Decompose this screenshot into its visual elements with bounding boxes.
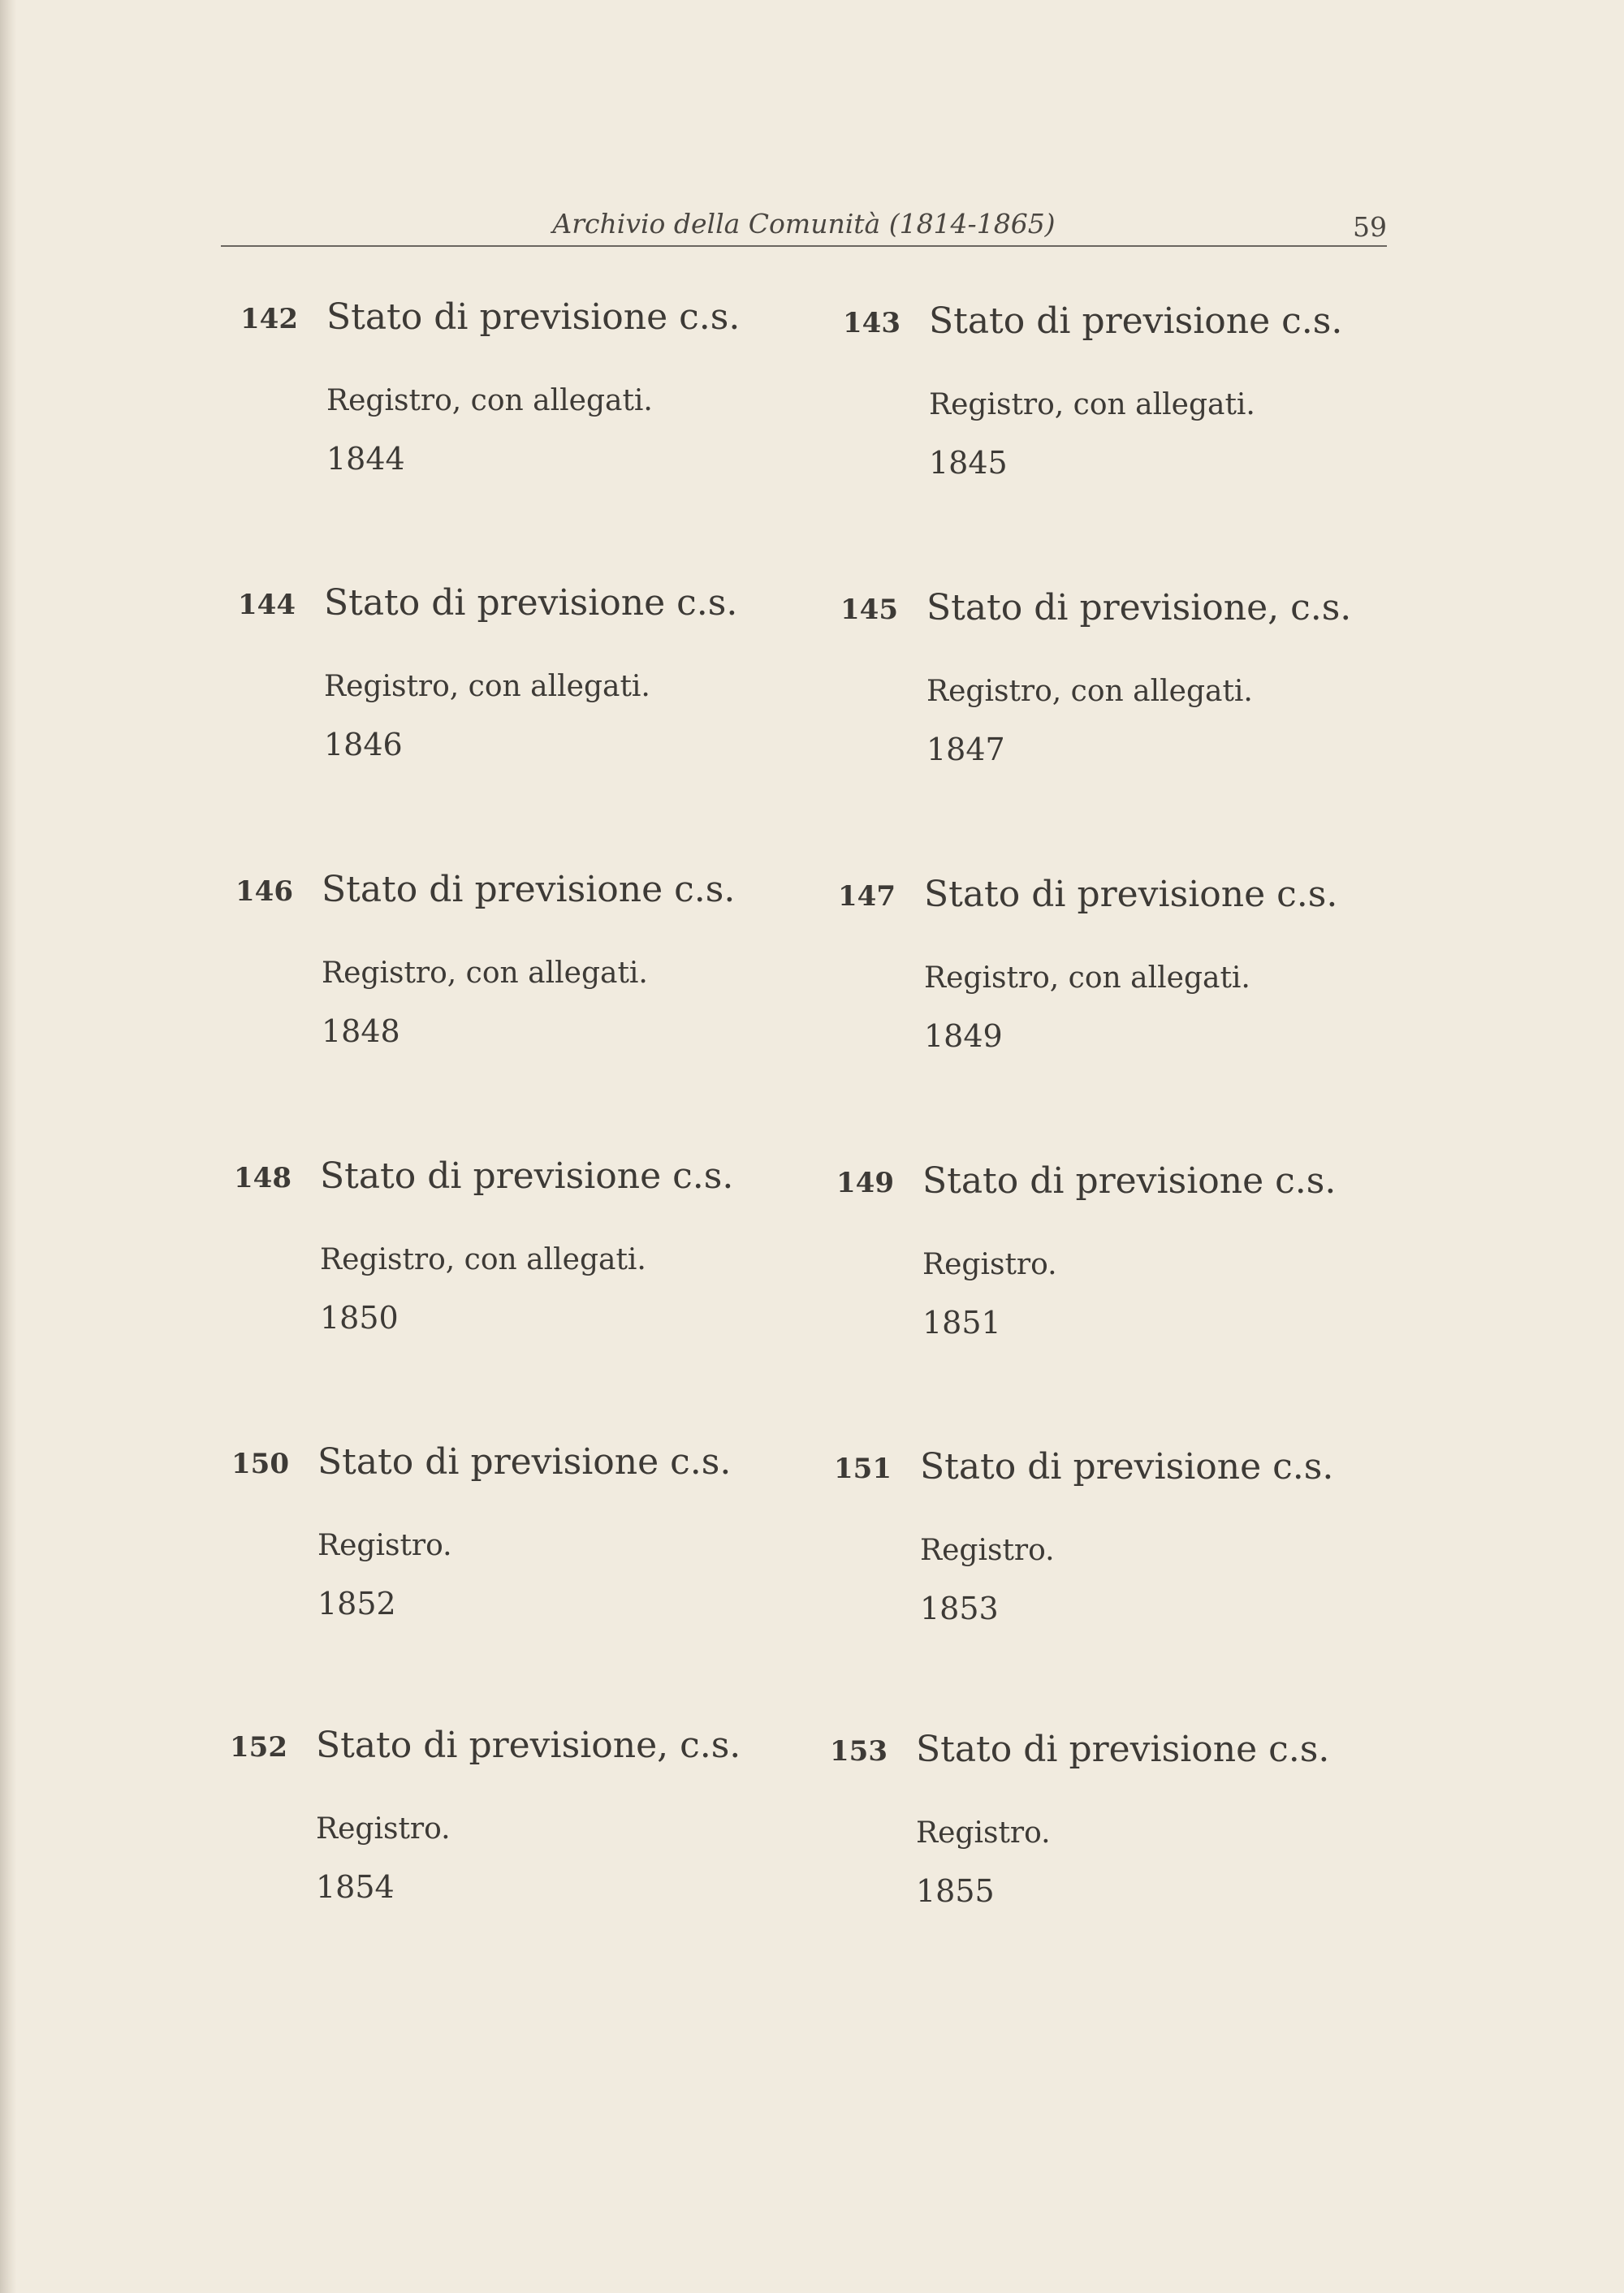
entry-title: Stato di previsione c.s. — [324, 582, 738, 624]
entry-number: 149 — [836, 1167, 894, 1199]
entry-description: Registro, con allegati. — [326, 384, 653, 417]
archive-entry — [234, 1155, 754, 1365]
archive-entry — [231, 1441, 751, 1651]
archive-entry — [834, 1446, 1354, 1656]
entry-title: Stato di previsione c.s. — [320, 1155, 734, 1197]
entry-date: 1851 — [922, 1305, 1001, 1341]
archive-entry — [836, 1160, 1356, 1370]
entry-description: Registro. — [922, 1248, 1057, 1281]
entry-number: 150 — [231, 1448, 289, 1480]
running-title: Archivio della Comunità (1814-1865) — [552, 208, 1056, 240]
entry-number: 143 — [843, 307, 901, 339]
entry-number: 146 — [235, 875, 293, 908]
entry-description: Registro. — [916, 1816, 1051, 1850]
page-binding-edge — [0, 0, 16, 2293]
archive-entry — [235, 869, 755, 1078]
entry-date: 1852 — [317, 1586, 396, 1622]
entry-title: Stato di previsione c.s. — [924, 874, 1338, 915]
entry-title: Stato di previsione c.s. — [317, 1441, 732, 1483]
entry-date: 1854 — [316, 1869, 395, 1905]
entry-number: 142 — [240, 303, 298, 335]
entry-title: Stato di previsione c.s. — [322, 869, 736, 910]
entry-description: Registro, con allegati. — [322, 956, 648, 990]
entry-date: 1849 — [924, 1018, 1003, 1054]
archive-entry — [230, 1725, 749, 1934]
entry-number: 152 — [230, 1731, 287, 1764]
entry-description: Registro, con allegati. — [924, 961, 1250, 995]
page-number: 59 — [1353, 211, 1387, 243]
entry-title: Stato di previsione, c.s. — [926, 587, 1352, 628]
archive-entry — [240, 296, 760, 506]
entry-date: 1846 — [324, 727, 403, 762]
entry-date: 1845 — [929, 445, 1008, 481]
entry-description: Registro, con allegati. — [926, 675, 1253, 708]
entry-date: 1855 — [916, 1873, 995, 1909]
entry-number: 148 — [234, 1162, 292, 1194]
archive-entry — [830, 1729, 1350, 1938]
entry-title: Stato di previsione c.s. — [916, 1729, 1330, 1770]
entry-date: 1853 — [920, 1591, 999, 1626]
entry-date: 1847 — [926, 732, 1005, 767]
entry-number: 144 — [238, 589, 296, 621]
entry-number: 147 — [838, 880, 896, 913]
entry-title: Stato di previsione, c.s. — [316, 1725, 741, 1766]
entry-number: 151 — [834, 1453, 892, 1485]
entry-description: Registro. — [920, 1534, 1055, 1567]
entry-date: 1850 — [320, 1300, 399, 1336]
entry-title: Stato di previsione c.s. — [929, 300, 1343, 342]
entry-title: Stato di previsione c.s. — [920, 1446, 1334, 1488]
archive-entry — [843, 300, 1363, 510]
entry-number: 145 — [840, 594, 898, 626]
archive-entry — [238, 582, 758, 792]
archive-entry — [840, 587, 1360, 797]
entry-number: 153 — [830, 1735, 888, 1768]
entry-description: Registro, con allegati. — [320, 1243, 646, 1276]
entry-title: Stato di previsione c.s. — [326, 296, 741, 338]
entry-title: Stato di previsione c.s. — [922, 1160, 1337, 1202]
entry-description: Registro, con allegati. — [324, 670, 650, 703]
running-head — [221, 203, 1387, 247]
entry-description: Registro, con allegati. — [929, 388, 1255, 421]
entry-date: 1844 — [326, 441, 405, 477]
archive-entry — [838, 874, 1358, 1083]
entry-description: Registro. — [316, 1812, 451, 1846]
entry-description: Registro. — [317, 1529, 452, 1562]
entry-date: 1848 — [322, 1013, 400, 1049]
